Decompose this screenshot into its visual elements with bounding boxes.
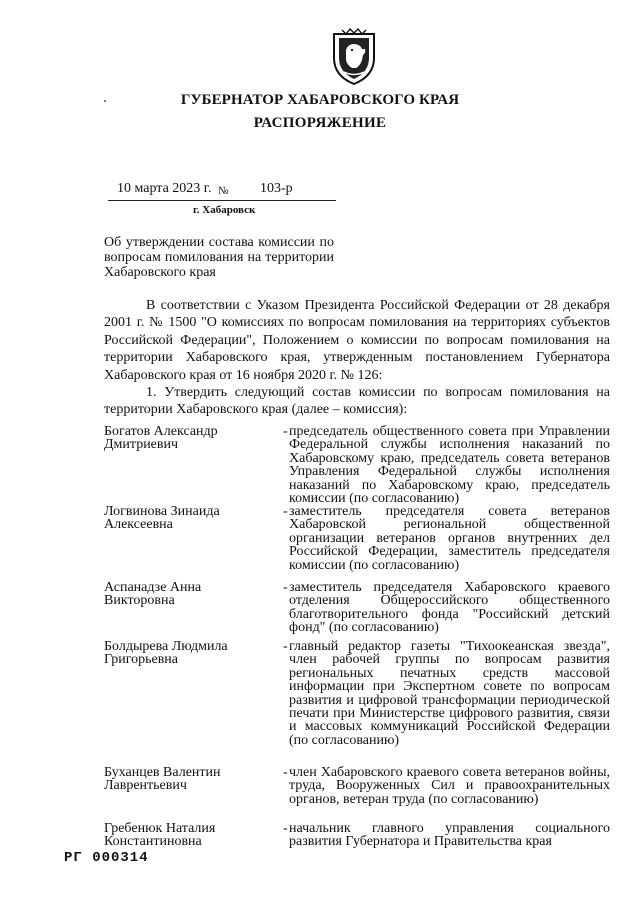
member-dash: - — [283, 765, 288, 780]
document-city: г. Хабаровск — [193, 204, 256, 216]
member-dash: - — [283, 580, 288, 595]
commission-members-list — [104, 425, 610, 854]
document-subject: Об утверждении состава комиссии по вопросам помилования на территории Хабаровского края — [104, 235, 334, 280]
member-name: Гребенюк Наталия Константиновна — [104, 821, 216, 850]
member-name: Аспанадзе Анна Викторовна — [104, 580, 202, 609]
date-underline — [108, 200, 336, 201]
number-sign: № — [218, 185, 229, 197]
member-dash: - — [283, 639, 288, 654]
document-type-heading: РАСПОРЯЖЕНИЕ — [253, 115, 387, 131]
member-dash: - — [283, 504, 288, 519]
member-row — [104, 581, 610, 640]
member-dash: - — [283, 424, 288, 439]
member-row — [104, 425, 610, 505]
member-role: главный редактор газеты "Тихоокеанская звезда", член рабочей группы по вопросам развития региональных печатных средств массовой информации при Экспертном совете по вопросам развития и цифровой трансформации периодической печати при Министерстве цифрового развития, связи и массовых коммуникаций Российской Федерации (по согласованию) — [289, 639, 610, 748]
member-name: Болдырева Людмила Григорьевна — [104, 639, 228, 668]
member-role: заместитель председателя совета ветеранов Хабаровской региональной общественной организации ветеранов органов внутренних дел Российской Федерации, заместитель председателя комиссии (по согласованию) — [289, 504, 610, 573]
form-serial-number: РГ 000314 — [64, 850, 149, 866]
member-row — [104, 822, 610, 854]
member-role: член Хабаровского краевого совета ветеранов войны, труда, Вооруженных Сил и правоохранительных органов, ветеран труда (по согласованию) — [289, 765, 610, 807]
member-row — [104, 766, 610, 822]
governor-title: ГУБЕРНАТОР ХАБАРОВСКОГО КРАЯ — [180, 92, 460, 108]
member-name: Логвинова Зинаида Алексеевна — [104, 504, 220, 533]
document-date: 10 марта 2023 г. — [117, 181, 212, 196]
member-role: начальник главного управления социального развития Губернатора и Правительства края — [289, 821, 610, 850]
member-row — [104, 640, 610, 766]
document-number: 103-р — [260, 181, 293, 196]
item-1-paragraph: 1. Утвердить следующий состав комиссии по вопросам помилования на территории Хабаровского края (далее – комиссия): — [104, 385, 610, 418]
member-name: Буханцев Валентин Лаврентьевич — [104, 765, 221, 794]
member-name: Богатов Александр Дмитриевич — [104, 424, 218, 453]
member-dash: - — [283, 821, 288, 836]
preamble-paragraph: В соответствии с Указом Президента Российской Федерации от 28 декабря 2001 г. № 1500 "О комиссиях по вопросам помилования на территориях субъектов Российской Федерации", Положением о комиссии по вопросам помилования на территории Хабаровского края, утвержденным постановлением Губернатора Хабаровского края от 16 ноября 2020 г. № 126: — [104, 298, 610, 383]
document-body — [104, 297, 610, 419]
member-role: заместитель председателя Хабаровского краевого отделения Общероссийского общественного благотворительного фонда "Российский детский фонд" (по согласованию) — [289, 580, 610, 636]
member-row — [104, 505, 610, 581]
member-role: председатель общественного совета при Управлении Федеральной службы исполнения наказаний по Хабаровскому краю, председатель совета ветеранов Управления Федеральной службы исполнения наказаний по Хабаровскому краю, председатель комиссии (по согласованию) — [289, 424, 610, 507]
coat-of-arms-emblem — [330, 28, 378, 86]
